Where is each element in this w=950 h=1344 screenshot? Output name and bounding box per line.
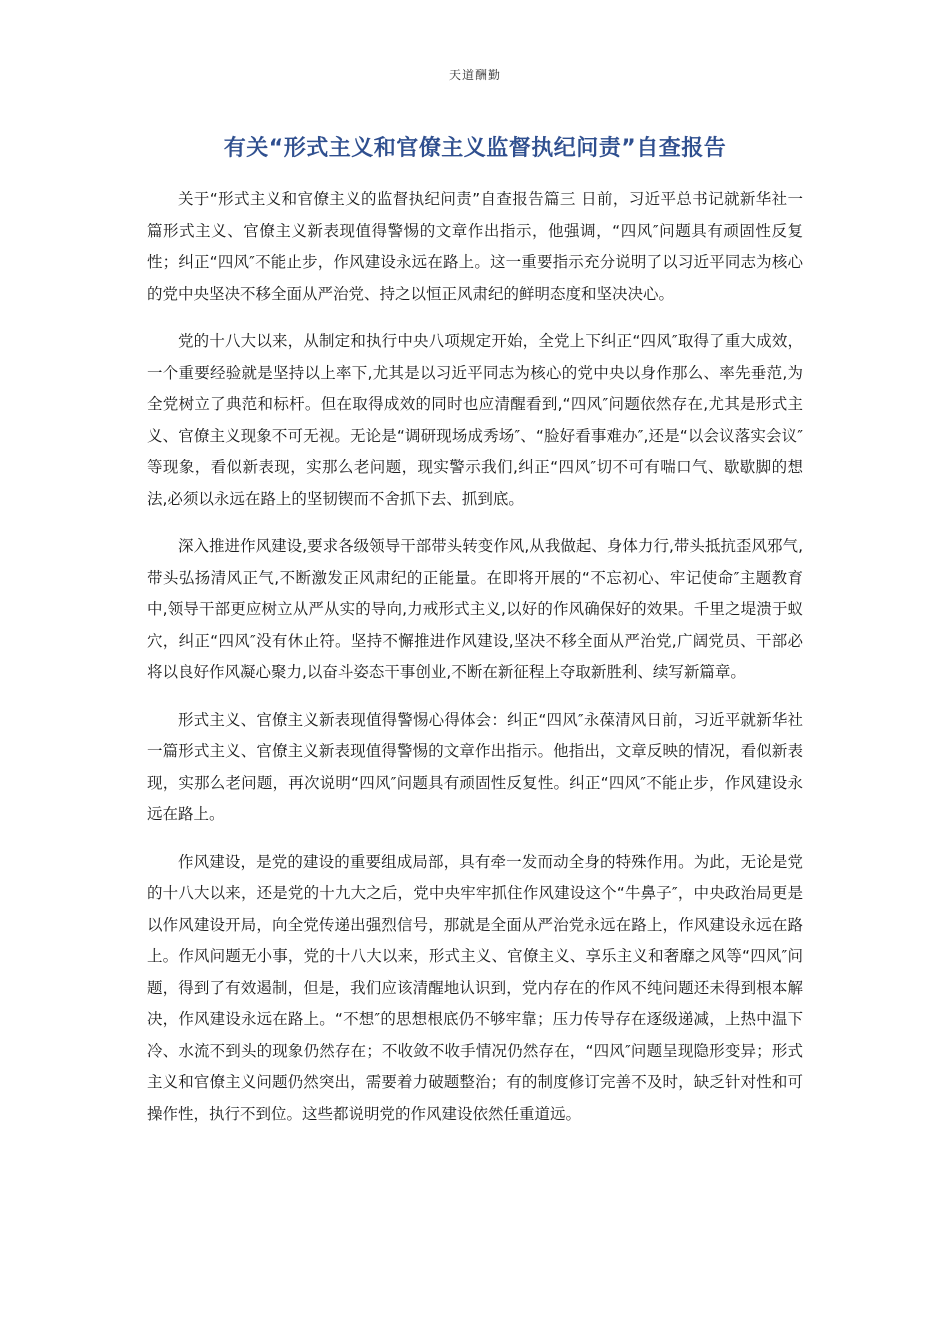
document-title: 有关“形式主义和官僚主义监督执纪问责”自查报告: [223, 136, 727, 161]
page-header: 天道酬勤: [448, 68, 501, 82]
paragraph-2: 党的十八大以来，从制定和执行中央八项规定开始，全党上下纠正“四风″取得了重大成效，一个重要经验就是坚持以上率下,尤其是以习近平同志为核心的党中央以身作那么、率先垂范,为全党树立了典范和标杆。但在取得成效的同时也应清醒看到,“四风″问题依然存在,尤其是形式主义、官僚主义现象不可无视。无论是“调研现场成秀场″、“脸好看事难办″,还是“以会议落实会议″等现象，看似新表现，实那么老问题，现实警示我们,纠正“四风″切不可有喘口气、歇歇脚的想法,必须以永远在路上的坚韧锲而不舍抓下去、抓到底。: [147, 332, 803, 508]
paragraph-5: 作风建设，是党的建设的重要组成局部，具有牵一发而动全身的特殊作用。为此，无论是党的十八大以来，还是党的十九大之后，党中央牢牢抓住作风建设这个“牛鼻子″，中央政治局更是以作风建设开局，向全党传递出强烈信号，那就是全面从严治党永远在路上，作风建设永远在路上。作风问题无小事，党的十八大以来，形式主义、官僚主义、享乐主义和奢靡之风等“四风″问题，得到了有效遏制，但是，我们应该清醒地认识到，党内存在的作风不纯问题还未得到根本解决，作风建设永远在路上。“不想″的思想根底仍不够牢靠；压力传导存在逐级递减，上热中温下冷、水流不到头的现象仍然存在；不收敛不收手情况仍然存在，“四风″问题呈现隐形变异；形式主义和官僚主义问题仍然突出，需要着力破题整治；有的制度修订完善不及时，缺乏针对性和可操作性，执行不到位。这些都说明党的作风建设依然任重道远。: [147, 852, 803, 1123]
paragraph-1: 关于“形式主义和官僚主义的监督执纪问责”自查报告篇三 日前，习近平总书记就新华社一篇形式主义、官僚主义新表现值得警惕的文章作出指示，他强调，“四风″问题具有顽固性反复性；纠正“四风″不能止步，作风建设永远在路上。这一重要指示充分说明了以习近平同志为核心的党中央坚决不移全面从严治党、持之以恒正风肃纪的鲜明态度和坚决决心。: [147, 190, 803, 303]
paragraph-4: 形式主义、官僚主义新表现值得警惕心得体会：纠正“四风″永葆清风日前，习近平就新华社一篇形式主义、官僚主义新表现值得警惕的文章作出指示。他指出，文章反映的情况，看似新表现，实那么老问题，再次说明“四风″问题具有顽固性反复性。纠正“四风″不能止步，作风建设永远在路上。: [147, 710, 803, 823]
paragraph-3: 深入推进作风建设,要求各级领导干部带头转变作风,从我做起、身体力行,带头抵抗歪风邪气,带头弘扬清风正气,不断激发正风肃纪的正能量。在即将开展的“不忘初心、牢记使命″主题教育中,领导干部更应树立从严从实的导向,力戒形式主义,以好的作风确保好的效果。千里之堤溃于蚁穴，纠正“四风″没有休止符。坚持不懈推进作风建设,坚决不移全面从严治党,广阔党员、干部必将以良好作风凝心聚力,以奋斗姿态干事创业,不断在新征程上夺取新胜利、续写新篇章。: [147, 537, 803, 681]
document-body: [147, 184, 803, 1146]
